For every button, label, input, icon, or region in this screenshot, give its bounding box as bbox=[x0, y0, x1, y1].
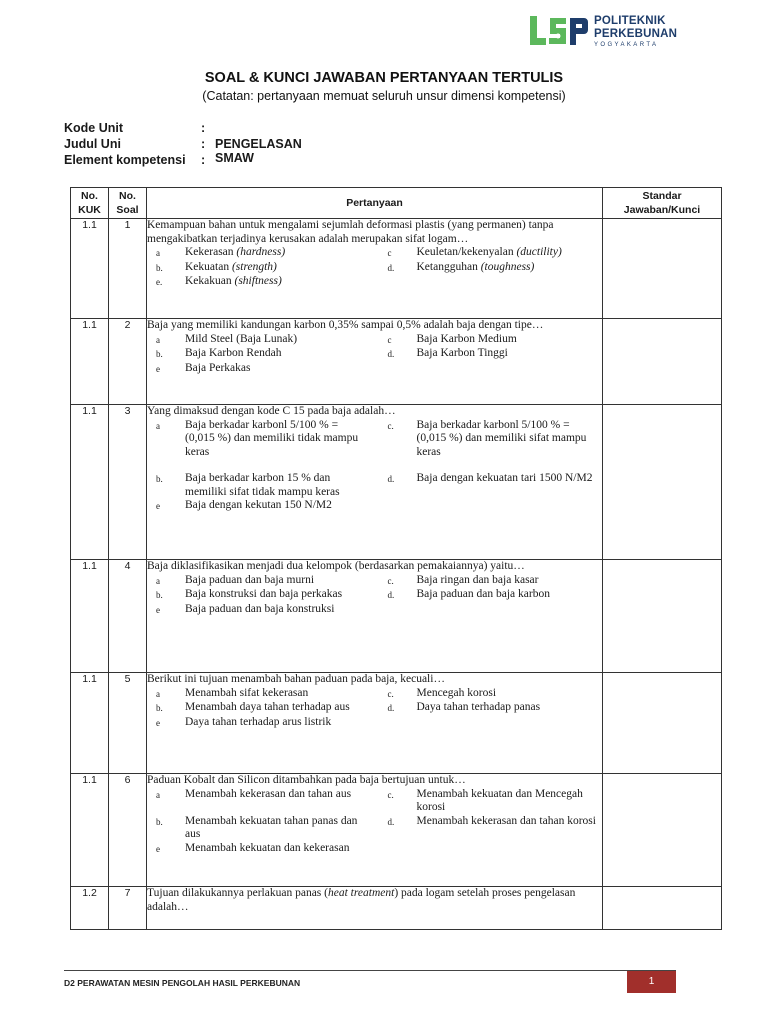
option-d: d. Ketangguhan (toughness) bbox=[387, 260, 535, 273]
colon: : bbox=[201, 153, 206, 167]
kuk-cell: 1.1 bbox=[71, 560, 109, 673]
option-e: e. Kekakuan (shiftness) bbox=[156, 275, 282, 287]
option-a: a Mild Steel (Baja Lunak) bbox=[156, 332, 298, 345]
judul-label: Judul Uni bbox=[64, 137, 121, 151]
option-a: a Menambah sifat kekerasan bbox=[156, 686, 309, 699]
question-cell bbox=[147, 673, 603, 774]
header-standar-jawaban: Standar Jawaban/Kunci bbox=[603, 188, 722, 219]
table-row bbox=[71, 887, 722, 930]
soal-number: 6 bbox=[109, 774, 147, 887]
options bbox=[147, 419, 602, 460]
question-cell bbox=[147, 219, 603, 319]
option-c: c. Mencegah korosi bbox=[387, 686, 497, 699]
question-cell bbox=[147, 887, 603, 930]
logo-text-line1: POLITEKNIK bbox=[594, 15, 666, 27]
header-no-soal: No. Soal bbox=[109, 188, 147, 219]
page-number: 1 bbox=[627, 971, 676, 993]
logo bbox=[528, 14, 678, 48]
question-cell bbox=[147, 560, 603, 673]
kuk-cell: 1.1 bbox=[71, 774, 109, 887]
option-c: c. Baja ringan dan baja kasar bbox=[387, 573, 539, 586]
answer-cell bbox=[603, 405, 722, 560]
option-a: a Baja berkadar karbonl 5/100 % = (0,015 %) dan memiliki tidak mampu keras bbox=[156, 418, 359, 458]
answer-cell bbox=[603, 219, 722, 319]
soal-number: 1 bbox=[109, 219, 147, 319]
soal-number: 7 bbox=[109, 887, 147, 930]
options bbox=[147, 246, 602, 290]
answer-cell bbox=[603, 887, 722, 930]
table-row bbox=[71, 319, 722, 405]
soal-number: 3 bbox=[109, 405, 147, 560]
option-a: a Menambah kekerasan dan tahan aus bbox=[156, 787, 352, 800]
footer-text: D2 PERAWATAN MESIN PENGOLAH HASIL PERKEBUNAN bbox=[64, 978, 301, 988]
judul-value: PENGELASAN SMAW bbox=[215, 137, 302, 165]
question-text: Paduan Kobalt dan Silicon ditambahkan pada baja bertujuan untuk… bbox=[147, 774, 466, 786]
header-pertanyaan: Pertanyaan bbox=[147, 188, 603, 219]
header-no-kuk: No. KUK bbox=[71, 188, 109, 219]
table-row bbox=[71, 219, 722, 319]
options bbox=[147, 687, 602, 731]
option-e: e Baja paduan dan baja konstruksi bbox=[156, 602, 335, 615]
question-text: Berikut ini tujuan menambah bahan paduan pada baja, kecuali… bbox=[147, 673, 445, 685]
options bbox=[147, 574, 602, 618]
element-label: Element kompetensi bbox=[64, 153, 186, 167]
option-b: b. Menambah kekuatan tahan panas dan aus bbox=[156, 814, 358, 840]
logo-text-line2: PERKEBUNAN bbox=[594, 28, 678, 40]
option-d: d. Baja Karbon Tinggi bbox=[387, 347, 508, 359]
option-d: d. Menambah kekerasan dan tahan korosi bbox=[387, 814, 596, 827]
colon: : bbox=[201, 137, 206, 151]
answer-cell bbox=[603, 673, 722, 774]
footer-divider bbox=[64, 970, 676, 971]
question-text: Kemampuan bahan untuk mengalami sejumlah deformasi plastis (yang permanen) tanpa mengakibatkan terjadinya kerusakan adalah merupakan sifat logam… bbox=[147, 219, 554, 245]
option-b: b. Kekuatan (strength) bbox=[156, 260, 277, 273]
question-cell bbox=[147, 405, 603, 560]
answer-cell bbox=[603, 774, 722, 887]
answer-cell bbox=[603, 319, 722, 405]
kuk-cell: 1.1 bbox=[71, 673, 109, 774]
soal-number: 5 bbox=[109, 673, 147, 774]
kuk-cell: 1.1 bbox=[71, 319, 109, 405]
option-b: b. Baja konstruksi dan baja perkakas bbox=[156, 588, 343, 600]
options bbox=[147, 333, 602, 377]
option-d: d. Daya tahan terhadap panas bbox=[387, 701, 541, 713]
kuk-cell: 1.1 bbox=[71, 219, 109, 319]
option-c: c Keuletan/kekenyalan (ductility) bbox=[387, 246, 562, 258]
question-text: Yang dimaksud dengan kode C 15 pada baja adalah… bbox=[147, 405, 396, 417]
document-subtitle: (Catatan: pertanyaan memuat seluruh unsur dimensi kompetensi) bbox=[202, 89, 566, 103]
table-row bbox=[71, 405, 722, 560]
logo-text-line3: YOGYAKARTA bbox=[594, 42, 659, 48]
options bbox=[147, 788, 602, 857]
option-c: c Baja Karbon Medium bbox=[387, 332, 517, 345]
option-e: e Baja Perkakas bbox=[156, 361, 251, 374]
option-b: b. Baja Karbon Rendah bbox=[156, 347, 282, 359]
table-row bbox=[71, 560, 722, 673]
soal-number: 4 bbox=[109, 560, 147, 673]
option-b: b. Menambah daya tahan terhadap aus bbox=[156, 701, 350, 713]
option-c: c. Baja berkadar karbonl 5/100 % = (0,015 %) dan memiliki sifat mampu keras bbox=[387, 418, 587, 458]
option-c: c. Menambah kekuatan dan Mencegah korosi bbox=[387, 787, 583, 813]
option-d: d. Baja paduan dan baja karbon bbox=[387, 588, 550, 600]
question-table bbox=[70, 187, 722, 930]
option-a: a Baja paduan dan baja murni bbox=[156, 573, 315, 586]
option-e: e Daya tahan terhadap arus listrik bbox=[156, 715, 332, 728]
options bbox=[147, 472, 602, 514]
question-cell bbox=[147, 774, 603, 887]
document-title: SOAL & KUNCI JAWABAN PERTANYAAN TERTULIS bbox=[204, 70, 564, 86]
question-text: Baja yang memiliki kandungan karbon 0,35% sampai 0,5% adalah baja dengan tipe… bbox=[147, 319, 544, 331]
soal-number: 2 bbox=[109, 319, 147, 405]
colon: : bbox=[201, 121, 206, 135]
answer-cell bbox=[603, 560, 722, 673]
option-d: d. Baja dengan kekuatan tari 1500 N/M2 bbox=[387, 472, 593, 484]
table-row bbox=[71, 673, 722, 774]
table-header-row bbox=[71, 188, 722, 219]
question-cell bbox=[147, 319, 603, 405]
question-text: Baja diklasifikasikan menjadi dua kelompok (berdasarkan pemakaiannya) yaitu… bbox=[147, 560, 525, 572]
kuk-cell: 1.1 bbox=[71, 405, 109, 560]
kode-unit-label: Kode Unit bbox=[64, 121, 124, 135]
option-e: e Menambah kekuatan dan kekerasan bbox=[156, 841, 350, 854]
option-e: e Baja dengan kekutan 150 N/M2 bbox=[156, 499, 332, 511]
question-text: Tujuan dilakukannya perlakuan panas (heat treatment) pada logam setelah proses pengelasan adalah… bbox=[147, 887, 576, 913]
lsp-logo-mark bbox=[528, 14, 588, 48]
option-a: a Kekerasan (hardness) bbox=[156, 246, 286, 258]
option-b: b. Baja berkadar karbon 15 % dan memiliki sifat tidak mampu keras bbox=[156, 472, 340, 498]
table-row bbox=[71, 774, 722, 887]
kuk-cell: 1.2 bbox=[71, 887, 109, 930]
